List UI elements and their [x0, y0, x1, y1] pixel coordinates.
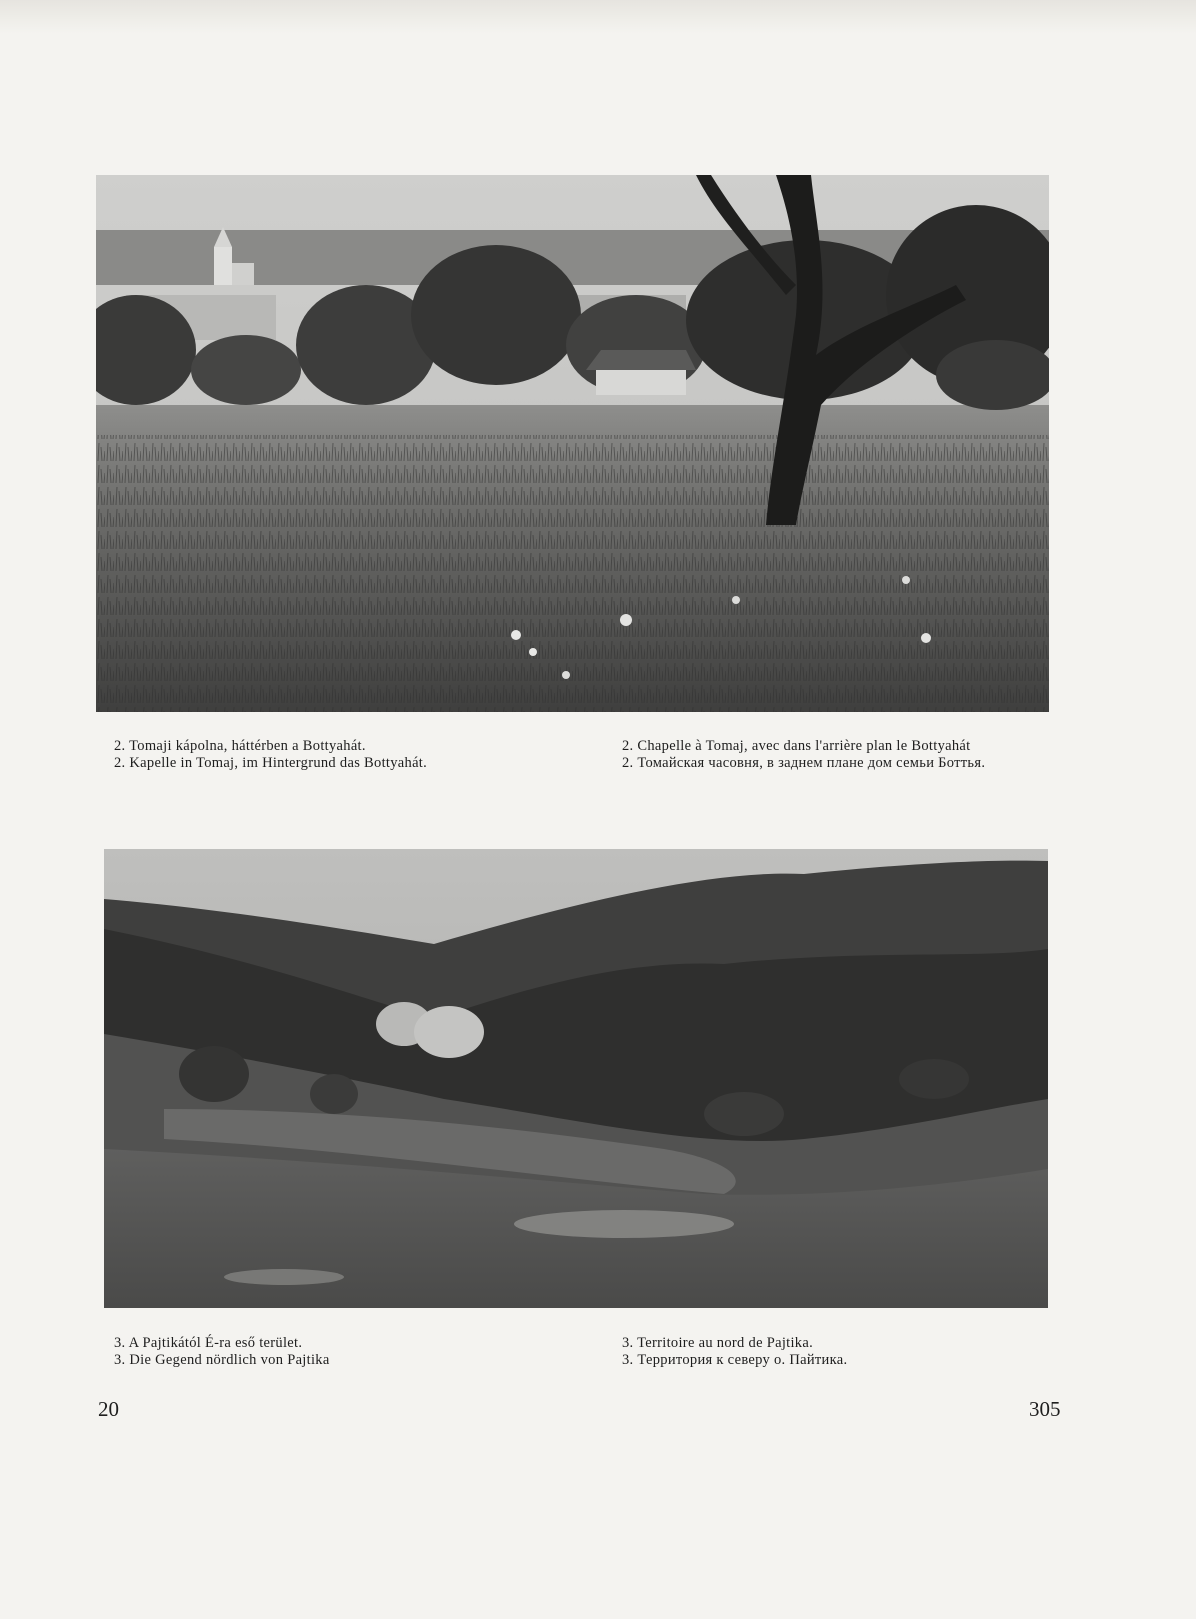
- caption-figure-2-left: [114, 738, 427, 772]
- caption-figure-3-right: [622, 1335, 847, 1369]
- page-number-right: 305: [1029, 1397, 1061, 1421]
- caption-hungarian: 3. A Pajtikától É-ra eső terület.: [114, 1335, 303, 1351]
- scan-edge-strip: [0, 0, 1196, 34]
- caption-german: 3. Die Gegend nördlich von Pajtika: [114, 1352, 330, 1368]
- caption-russian: 2. Томайская часовня, в заднем плане дом семьи Боттья.: [622, 755, 986, 771]
- caption-german: 2. Kapelle in Tomaj, im Hintergrund das Bottyahát.: [114, 755, 428, 771]
- caption-hungarian: 2. Tomaji kápolna, háttérben a Bottyahát.: [114, 738, 366, 754]
- caption-figure-2-right: [622, 738, 1042, 772]
- caption-russian: 3. Территория к северу о. Пайтика.: [622, 1352, 848, 1368]
- photo-tomaj-chapel: [96, 175, 1049, 712]
- photo-pajtika-hills: [104, 849, 1048, 1308]
- caption-figure-3-left: [114, 1335, 330, 1369]
- caption-french: 3. Territoire au nord de Pajtika.: [622, 1335, 814, 1351]
- caption-french: 2. Chapelle à Tomaj, avec dans l'arrière plan le Bottyahát: [622, 738, 971, 754]
- page-number-left: 20: [98, 1397, 119, 1421]
